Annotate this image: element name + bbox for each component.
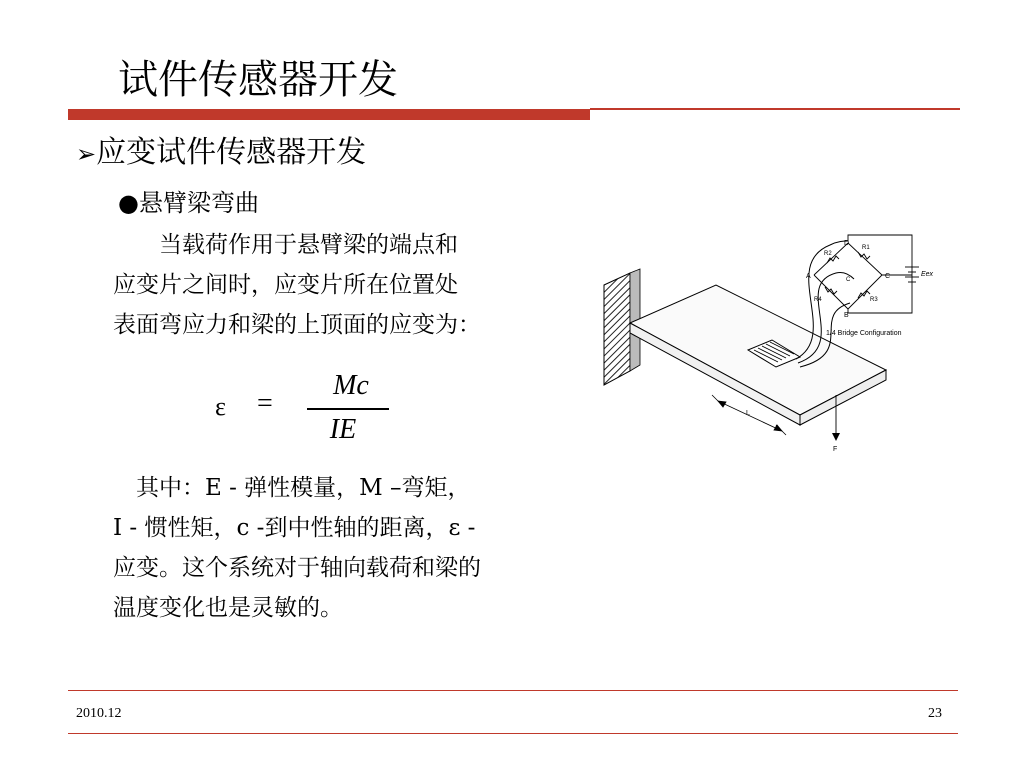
paragraph-definitions	[113, 468, 573, 628]
bullet-level1-text: 应变试件传感器开发	[96, 135, 367, 170]
bullet-level2-text: 悬臂梁弯曲	[138, 189, 259, 217]
force-label: F	[833, 446, 838, 453]
formula-lhs: ε	[215, 392, 226, 421]
bullet-level2	[118, 186, 259, 220]
fraction-bar	[307, 408, 389, 410]
paragraph-line: 当载荷作用于悬臂梁的端点和	[113, 232, 458, 258]
node-label-a: A	[806, 273, 811, 280]
footer-date: 2010.12	[76, 706, 122, 721]
cantilever-beam-diagram	[600, 225, 940, 465]
resistor-label-r4: R4	[814, 297, 822, 303]
paragraph-line: 表面弯应力和梁的上顶面的应变为：	[113, 312, 481, 338]
resistor-label-r1: R1	[862, 245, 870, 251]
paragraph-intro	[113, 225, 573, 345]
title-underline-thick	[68, 109, 590, 120]
paragraph-line: 应变片之间时，应变片所在位置处	[113, 272, 458, 298]
node-label-b: B	[844, 312, 849, 319]
title-underline-thin	[590, 108, 960, 110]
bullet-level1	[76, 134, 366, 173]
formula-equals: =	[257, 388, 273, 419]
strain-formula	[215, 366, 405, 456]
paragraph-line: 温度变化也是灵敏的。	[113, 595, 343, 621]
paragraph-line: I - 惯性矩，c -到中性轴的距离，ε -	[113, 515, 476, 541]
excitation-label: Eex	[921, 271, 934, 278]
node-label-c: C	[885, 273, 891, 280]
node-label-center: C	[846, 277, 851, 283]
paragraph-line: 其中：E - 弹性模量，M –弯矩，	[113, 475, 471, 501]
slide-title: 试件传感器开发	[118, 57, 398, 103]
paragraph-line: 应变。这个系统对于轴向载荷和梁的	[113, 555, 481, 581]
bridge-labels	[806, 240, 934, 337]
resistor-label-r3: R3	[870, 297, 878, 303]
footer-rule-top	[68, 690, 958, 691]
footer-rule-bottom	[68, 733, 958, 734]
bridge-caption: 1/4 Bridge Configuration	[826, 330, 902, 337]
page-number: 23	[928, 706, 942, 721]
formula-numerator: Mc	[333, 370, 369, 401]
length-label: L	[746, 410, 750, 417]
formula-denominator: IE	[329, 414, 357, 445]
arrow-bullet-icon: ➢	[76, 140, 97, 168]
resistor-label-r2: R2	[824, 251, 832, 257]
node-label-d: D	[844, 240, 850, 247]
dot-bullet-icon: ●	[118, 189, 139, 217]
